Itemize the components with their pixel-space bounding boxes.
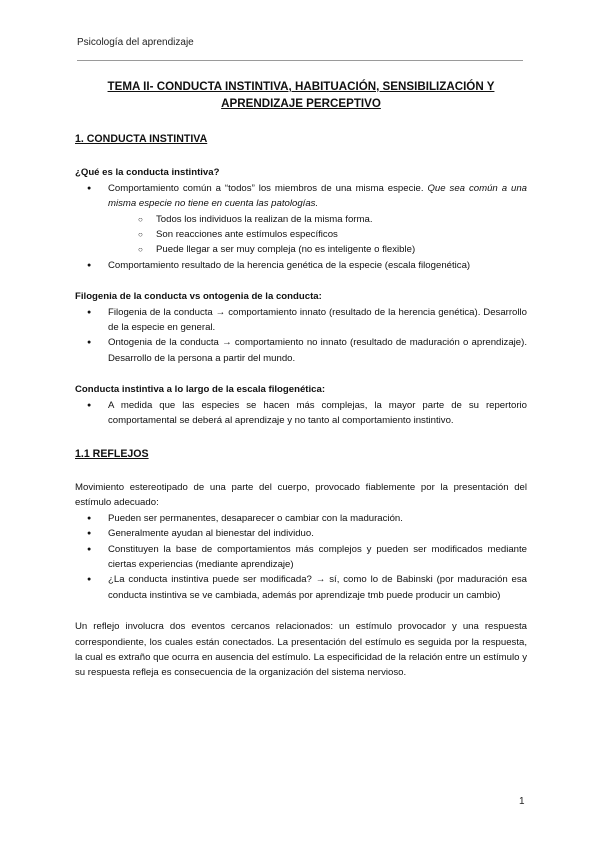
question-heading-filogenia: Filogenia de la conducta vs ontogenia de la conducta: bbox=[75, 291, 322, 303]
question-heading-que-es: ¿Qué es la conducta instintiva? bbox=[75, 167, 220, 179]
bullet-list-filogenia bbox=[75, 305, 527, 367]
paragraph-closing: Un reflejo involucra dos eventos cercanos relacionados: un estímulo provocador y una respuesta correspondiente, los cuales están conectados. La presentación del estímulo es seguida por la respuesta, la cual es extraño que ocurra en ausencia del estímulo. La especificidad de la relación entre un estímulo y su respuesta refleja es consecuencia de la organización del sistema nervioso. bbox=[75, 621, 527, 679]
list-item: ● ¿La conducta instintiva puede ser modificada? → sí, como lo de Babinski (por maduración esa conducta instintiva se ve cambiada, además por aprendizaje tmb puede producir un cambio) bbox=[75, 572, 527, 603]
list-item bbox=[75, 181, 527, 258]
running-header: Psicología del aprendizaje bbox=[77, 37, 194, 48]
paragraph-intro: Movimiento estereotipado de una parte del cuerpo, provocado fiablemente por la presentación del estímulo adecuado: bbox=[75, 481, 527, 509]
list-item: ● Generalmente ayudan al bienestar del individuo. bbox=[75, 526, 527, 541]
list-item: ● Constituyen la base de comportamientos más complejos y pueden ser modificados mediante ciertas experiencias (mediante aprendizaje) bbox=[75, 542, 527, 573]
list-item: ● Comportamiento resultado de la herencia genética de la especie (escala filogenética) bbox=[75, 258, 527, 273]
page-number: 1 bbox=[519, 796, 525, 807]
header-rule bbox=[77, 60, 523, 61]
list-item-italic-note: Que sea común a una misma especie no tiene en cuenta las patologías. bbox=[108, 182, 527, 210]
list-item: ● Ontogenia de la conducta → comportamiento no innato (resultado de maduración o aprendizaje). Desarrollo de la persona a partir del mundo. bbox=[75, 335, 527, 366]
list-item-text: Comportamiento común a “todos” los miembros de una misma especie. bbox=[108, 182, 428, 194]
bullet-list-reflejos bbox=[75, 511, 527, 603]
sub-list-item: ○ Son reacciones ante estímulos específicos bbox=[130, 227, 527, 242]
list-item: ● Filogenia de la conducta → comportamiento innato (resultado de la herencia genética). Desarrollo de la especie en general. bbox=[75, 305, 527, 336]
list-item: ● Pueden ser permanentes, desaparecer o cambiar con la maduración. bbox=[75, 511, 527, 526]
bullet-list-que-es bbox=[75, 181, 527, 273]
sub-list-item: ○ Todos los individuos la realizan de la misma forma. bbox=[130, 212, 527, 227]
question-heading-escala: Conducta instintiva a lo largo de la escala filogenética: bbox=[75, 384, 326, 396]
document-body bbox=[75, 78, 527, 681]
sub-bullet-list bbox=[130, 212, 527, 258]
section-heading-reflejos: 1.1 REFLEJOS bbox=[75, 447, 149, 460]
bullet-list-escala bbox=[75, 398, 527, 429]
section-heading-conducta-instintiva: 1. CONDUCTA INSTINTIVA bbox=[75, 133, 208, 145]
list-item: ● A medida que las especies se hacen más complejas, la mayor parte de su repertorio comportamental se deberá al aprendizaje y no tanto al comportamiento instintivo. bbox=[75, 398, 527, 429]
sub-list-item: ○ Puede llegar a ser muy compleja (no es inteligente o flexible) bbox=[130, 242, 527, 257]
document-title: TEMA II- CONDUCTA INSTINTIVA, HABITUACIÓN, SENSIBILIZACIÓN Y APRENDIZAJE PERCEPTIVO bbox=[107, 80, 495, 110]
